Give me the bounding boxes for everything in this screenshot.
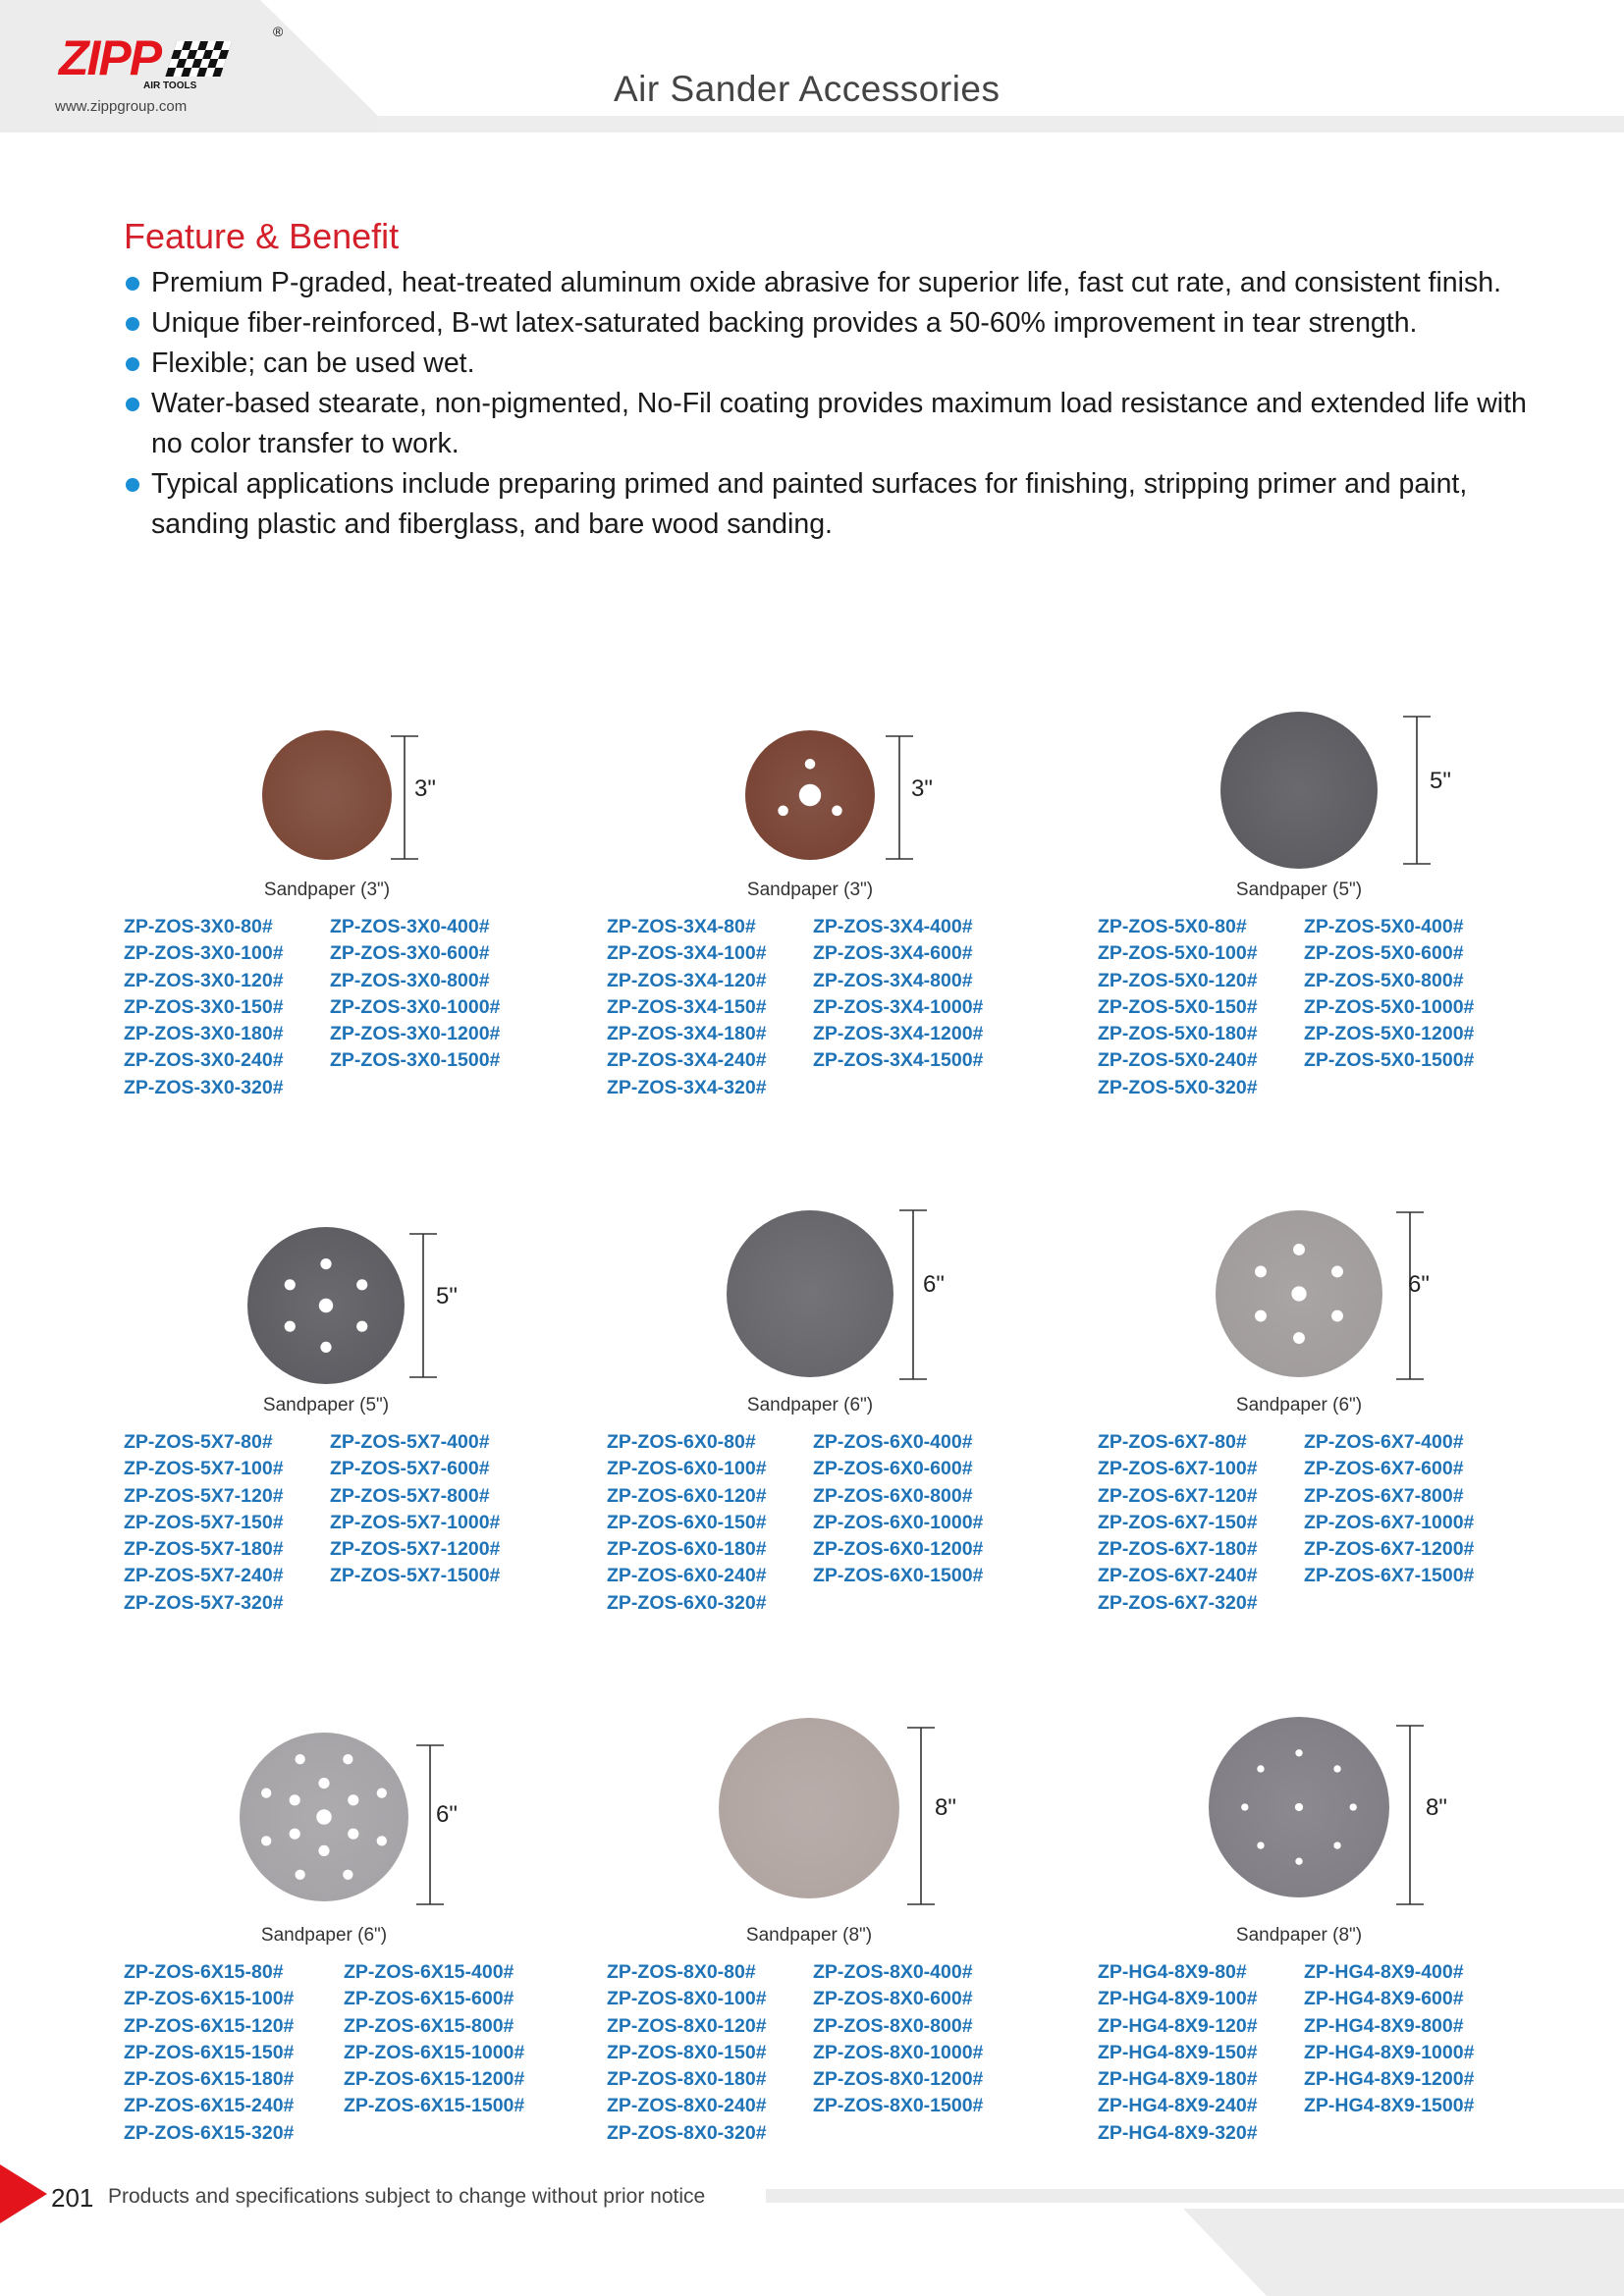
model-code: ZP-ZOS-6X7-400# bbox=[1304, 1431, 1464, 1453]
size-label: 3" bbox=[911, 775, 933, 802]
model-code: ZP-ZOS-6X15-800# bbox=[344, 2014, 514, 2037]
model-code: ZP-ZOS-5X7-800# bbox=[330, 1484, 490, 1507]
model-code: ZP-ZOS-5X7-120# bbox=[124, 1484, 284, 1507]
model-code: ZP-ZOS-6X0-600# bbox=[813, 1458, 973, 1480]
model-code: ZP-ZOS-3X0-120# bbox=[124, 969, 284, 991]
disc-hole bbox=[319, 1299, 333, 1312]
model-code: ZP-ZOS-3X4-240# bbox=[607, 1049, 767, 1072]
feature-item bbox=[124, 344, 1538, 384]
zipp-logo[interactable] bbox=[57, 24, 284, 98]
model-code: ZP-ZOS-5X0-320# bbox=[1098, 1076, 1258, 1098]
model-code: ZP-HG4-8X9-800# bbox=[1304, 2014, 1464, 2037]
model-code: ZP-HG4-8X9-150# bbox=[1098, 2041, 1258, 2063]
model-code: ZP-ZOS-6X0-400# bbox=[813, 1431, 973, 1453]
disc-hole bbox=[778, 806, 788, 817]
model-code: ZP-ZOS-5X7-100# bbox=[124, 1458, 284, 1480]
model-code: ZP-ZOS-5X7-1000# bbox=[330, 1511, 501, 1533]
model-code: ZP-ZOS-6X15-400# bbox=[344, 1961, 514, 1983]
model-code-column bbox=[1304, 1959, 1474, 2120]
model-code: ZP-ZOS-5X7-600# bbox=[330, 1458, 490, 1480]
model-code-column bbox=[124, 1429, 284, 1617]
product-caption: Sandpaper (3") bbox=[746, 880, 874, 900]
model-code: ZP-HG4-8X9-240# bbox=[1098, 2095, 1258, 2117]
disc-hole bbox=[1255, 1266, 1267, 1278]
disc-hole bbox=[348, 1829, 358, 1840]
disc-shape bbox=[727, 1210, 893, 1377]
model-code: ZP-ZOS-6X7-1500# bbox=[1304, 1565, 1475, 1587]
product-card bbox=[1098, 1222, 1559, 1654]
disc-hole bbox=[285, 1279, 296, 1290]
disc-shape bbox=[1220, 712, 1378, 869]
disc-hole bbox=[377, 1788, 387, 1797]
model-code: ZP-HG4-8X9-320# bbox=[1098, 2121, 1258, 2144]
model-code: ZP-ZOS-6X0-80# bbox=[607, 1431, 756, 1453]
disc-hole bbox=[290, 1829, 300, 1840]
sanding-disc-icon bbox=[124, 1222, 585, 1418]
model-code: ZP-ZOS-5X7-1500# bbox=[330, 1565, 501, 1587]
model-code-column bbox=[813, 1959, 983, 2120]
model-code: ZP-HG4-8X9-600# bbox=[1304, 1988, 1464, 2010]
model-code: ZP-ZOS-3X4-1200# bbox=[813, 1023, 984, 1045]
disc-hole bbox=[1295, 1749, 1302, 1756]
model-code: ZP-HG4-8X9-1000# bbox=[1304, 2041, 1475, 2063]
model-code: ZP-HG4-8X9-100# bbox=[1098, 1988, 1258, 2010]
model-code: ZP-ZOS-8X0-120# bbox=[607, 2014, 767, 2037]
model-code-column bbox=[1098, 1429, 1258, 1617]
model-code: ZP-ZOS-5X7-240# bbox=[124, 1565, 284, 1587]
product-caption: Sandpaper (8") bbox=[1235, 1925, 1363, 1946]
disc-hole bbox=[1241, 1803, 1248, 1810]
model-code: ZP-ZOS-5X7-150# bbox=[124, 1511, 284, 1533]
features-title: Feature & Benefit bbox=[124, 216, 400, 256]
bullet-icon bbox=[126, 277, 139, 291]
model-code: ZP-ZOS-8X0-100# bbox=[607, 1988, 767, 2010]
sanding-disc-icon bbox=[1098, 1222, 1559, 1418]
model-code-column bbox=[607, 1429, 767, 1617]
size-label: 6" bbox=[436, 1801, 458, 1828]
model-code: ZP-HG4-8X9-1500# bbox=[1304, 2095, 1475, 2117]
sanding-disc-icon bbox=[1098, 707, 1559, 903]
disc-hole bbox=[295, 1870, 304, 1880]
feature-item bbox=[124, 263, 1538, 303]
feature-text: Premium P-graded, heat-treated aluminum oxide abrasive for superior life, fast cut rate, and consistent finish. bbox=[151, 267, 1501, 298]
model-code-column bbox=[607, 914, 767, 1101]
disc-hole bbox=[316, 1809, 331, 1824]
model-code: ZP-ZOS-3X4-100# bbox=[607, 942, 767, 965]
model-code-column bbox=[124, 1959, 294, 2147]
disc-shape bbox=[262, 730, 392, 860]
disc-hole bbox=[1350, 1803, 1357, 1810]
model-code-column bbox=[1304, 1429, 1474, 1590]
model-code: ZP-ZOS-6X7-1200# bbox=[1304, 1538, 1475, 1561]
model-code: ZP-ZOS-3X4-320# bbox=[607, 1076, 767, 1098]
model-code: ZP-ZOS-5X0-120# bbox=[1098, 969, 1258, 991]
disc-hole bbox=[1331, 1266, 1343, 1278]
model-code: ZP-ZOS-6X7-320# bbox=[1098, 1591, 1258, 1614]
product-caption: Sandpaper (3") bbox=[263, 880, 391, 900]
model-code: ZP-HG4-8X9-180# bbox=[1098, 2068, 1258, 2091]
model-code: ZP-HG4-8X9-1200# bbox=[1304, 2068, 1475, 2091]
model-code: ZP-ZOS-8X0-320# bbox=[607, 2121, 767, 2144]
sanding-disc-icon bbox=[1098, 1752, 1559, 1949]
model-code: ZP-ZOS-3X0-1200# bbox=[330, 1023, 501, 1045]
size-label: 3" bbox=[414, 775, 436, 802]
model-code: ZP-ZOS-8X0-80# bbox=[607, 1961, 756, 1983]
model-code: ZP-ZOS-3X0-400# bbox=[330, 916, 490, 937]
model-code-column bbox=[1304, 914, 1474, 1075]
footer-note: Products and specifications subject to change without prior notice bbox=[108, 2185, 706, 2208]
disc-hole bbox=[356, 1321, 367, 1332]
product-card bbox=[124, 1752, 585, 2184]
disc-hole bbox=[318, 1845, 329, 1856]
model-code: ZP-ZOS-5X0-1500# bbox=[1304, 1049, 1475, 1072]
model-code: ZP-ZOS-6X0-180# bbox=[607, 1538, 767, 1561]
model-code: ZP-ZOS-6X7-600# bbox=[1304, 1458, 1464, 1480]
feature-text: Flexible; can be used wet. bbox=[151, 347, 475, 379]
model-code: ZP-ZOS-6X0-1500# bbox=[813, 1565, 984, 1587]
model-code: ZP-ZOS-3X0-240# bbox=[124, 1049, 284, 1072]
model-code: ZP-ZOS-8X0-600# bbox=[813, 1988, 973, 2010]
disc-hole bbox=[320, 1258, 331, 1269]
disc-hole bbox=[1333, 1842, 1340, 1848]
model-code: ZP-ZOS-3X4-800# bbox=[813, 969, 973, 991]
disc-hole bbox=[261, 1788, 271, 1797]
product-card bbox=[124, 707, 585, 1139]
model-code: ZP-ZOS-6X15-150# bbox=[124, 2041, 295, 2063]
product-caption: Sandpaper (6") bbox=[260, 1925, 388, 1946]
model-code: ZP-ZOS-6X15-180# bbox=[124, 2068, 295, 2091]
model-code: ZP-HG4-8X9-400# bbox=[1304, 1961, 1464, 1983]
model-code: ZP-ZOS-6X15-1500# bbox=[344, 2095, 525, 2117]
footer-band bbox=[0, 2150, 1624, 2296]
model-code: ZP-ZOS-6X15-1000# bbox=[344, 2041, 525, 2063]
model-code: ZP-ZOS-3X4-120# bbox=[607, 969, 767, 991]
model-code: ZP-ZOS-5X7-80# bbox=[124, 1431, 273, 1453]
model-code-column bbox=[813, 1429, 983, 1590]
bullet-icon bbox=[126, 357, 139, 371]
model-code: ZP-ZOS-6X7-180# bbox=[1098, 1538, 1258, 1561]
disc-hole bbox=[343, 1870, 352, 1880]
bullet-icon bbox=[126, 398, 139, 411]
model-code: ZP-HG4-8X9-120# bbox=[1098, 2014, 1258, 2037]
model-code: ZP-ZOS-3X0-180# bbox=[124, 1023, 284, 1045]
model-code: ZP-ZOS-6X15-120# bbox=[124, 2014, 295, 2037]
model-code: ZP-ZOS-6X7-80# bbox=[1098, 1431, 1247, 1453]
model-code: ZP-ZOS-6X15-320# bbox=[124, 2121, 295, 2144]
size-label: 5" bbox=[436, 1283, 458, 1309]
model-code: ZP-ZOS-5X7-400# bbox=[330, 1431, 490, 1453]
bullet-icon bbox=[126, 478, 139, 492]
logo-text: ZIPP bbox=[59, 30, 161, 85]
model-code: ZP-ZOS-6X0-100# bbox=[607, 1458, 767, 1480]
disc-hole bbox=[318, 1778, 329, 1789]
disc-hole bbox=[832, 806, 842, 817]
model-code: ZP-ZOS-6X15-80# bbox=[124, 1961, 284, 1983]
website-link[interactable]: www.zippgroup.com bbox=[55, 98, 188, 115]
size-label: 6" bbox=[1408, 1271, 1430, 1298]
disc-hole bbox=[261, 1836, 271, 1845]
registered-mark: ® bbox=[273, 24, 284, 39]
size-label: 5" bbox=[1430, 768, 1451, 794]
disc-hole bbox=[320, 1342, 331, 1353]
disc-hole bbox=[1295, 1858, 1302, 1865]
model-code: ZP-ZOS-3X4-600# bbox=[813, 942, 973, 965]
model-code: ZP-ZOS-8X0-150# bbox=[607, 2041, 767, 2063]
product-caption: Sandpaper (6") bbox=[746, 1395, 874, 1415]
model-code: ZP-HG4-8X9-80# bbox=[1098, 1961, 1247, 1983]
model-code: ZP-ZOS-6X15-100# bbox=[124, 1988, 295, 2010]
product-caption: Sandpaper (5") bbox=[262, 1395, 390, 1415]
model-code: ZP-ZOS-3X0-320# bbox=[124, 1076, 284, 1098]
model-code: ZP-ZOS-5X0-1000# bbox=[1304, 995, 1475, 1018]
product-caption: Sandpaper (8") bbox=[745, 1925, 873, 1946]
model-code: ZP-ZOS-6X7-240# bbox=[1098, 1565, 1258, 1587]
model-code: ZP-ZOS-3X0-80# bbox=[124, 916, 273, 937]
disc-hole bbox=[1291, 1286, 1306, 1301]
disc-hole bbox=[356, 1279, 367, 1290]
model-code: ZP-ZOS-5X0-150# bbox=[1098, 995, 1258, 1018]
model-code: ZP-ZOS-5X0-180# bbox=[1098, 1023, 1258, 1045]
model-code: ZP-ZOS-3X0-1500# bbox=[330, 1049, 501, 1072]
model-code: ZP-ZOS-6X0-120# bbox=[607, 1484, 767, 1507]
model-code: ZP-ZOS-6X0-1200# bbox=[813, 1538, 984, 1561]
product-card bbox=[124, 1222, 585, 1654]
sanding-disc-icon bbox=[607, 707, 1068, 903]
model-code: ZP-ZOS-5X0-600# bbox=[1304, 942, 1464, 965]
model-code: ZP-ZOS-5X7-180# bbox=[124, 1538, 284, 1561]
disc-hole bbox=[285, 1321, 296, 1332]
model-code: ZP-ZOS-6X7-800# bbox=[1304, 1484, 1464, 1507]
model-code: ZP-ZOS-5X0-800# bbox=[1304, 969, 1464, 991]
model-code: ZP-ZOS-3X0-1000# bbox=[330, 995, 501, 1018]
disc-hole bbox=[1333, 1765, 1340, 1772]
model-code: ZP-ZOS-5X7-1200# bbox=[330, 1538, 501, 1561]
model-code: ZP-ZOS-5X0-100# bbox=[1098, 942, 1258, 965]
feature-item bbox=[124, 384, 1538, 464]
disc-hole bbox=[1255, 1310, 1267, 1322]
model-code: ZP-ZOS-5X0-400# bbox=[1304, 916, 1464, 937]
sanding-disc-icon bbox=[124, 707, 585, 903]
product-card bbox=[607, 1222, 1068, 1654]
model-code: ZP-ZOS-8X0-240# bbox=[607, 2095, 767, 2117]
product-caption: Sandpaper (6") bbox=[1235, 1395, 1363, 1415]
disc-hole bbox=[805, 759, 816, 770]
feature-text: Unique fiber-reinforced, B-wt latex-saturated backing provides a 50-60% improvement in tear strength. bbox=[151, 307, 1418, 339]
model-code: ZP-ZOS-3X4-150# bbox=[607, 995, 767, 1018]
model-code: ZP-ZOS-8X0-800# bbox=[813, 2014, 973, 2037]
disc-shape bbox=[719, 1718, 899, 1898]
checkered-flag-icon bbox=[165, 35, 234, 82]
model-code-column bbox=[813, 914, 983, 1075]
disc-hole bbox=[1293, 1332, 1305, 1344]
disc-hole bbox=[1295, 1803, 1303, 1811]
header-band bbox=[0, 0, 1624, 133]
size-label: 8" bbox=[935, 1794, 956, 1821]
model-code-column bbox=[330, 914, 500, 1075]
model-code: ZP-ZOS-3X4-180# bbox=[607, 1023, 767, 1045]
model-code: ZP-ZOS-6X7-120# bbox=[1098, 1484, 1258, 1507]
bullet-icon bbox=[126, 317, 139, 331]
feature-text: Water-based stearate, non-pigmented, No-Fil coating provides maximum load resistance and extended life with no color transfer to work. bbox=[151, 388, 1527, 459]
model-code: ZP-ZOS-6X0-1000# bbox=[813, 1511, 984, 1533]
model-code: ZP-ZOS-3X0-150# bbox=[124, 995, 284, 1018]
disc-hole bbox=[1293, 1244, 1305, 1255]
model-code: ZP-ZOS-3X0-800# bbox=[330, 969, 490, 991]
model-code: ZP-ZOS-3X4-1500# bbox=[813, 1049, 984, 1072]
model-code: ZP-ZOS-6X0-800# bbox=[813, 1484, 973, 1507]
model-code-column bbox=[330, 1429, 500, 1590]
logo-subtitle: AIR TOOLS bbox=[143, 80, 197, 91]
model-code-column bbox=[1098, 914, 1258, 1101]
feature-item bbox=[124, 303, 1538, 344]
model-code: ZP-ZOS-6X0-240# bbox=[607, 1565, 767, 1587]
feature-item bbox=[124, 464, 1538, 545]
model-code: ZP-ZOS-3X0-600# bbox=[330, 942, 490, 965]
model-code: ZP-ZOS-6X15-600# bbox=[344, 1988, 514, 2010]
model-code: ZP-ZOS-5X0-1200# bbox=[1304, 1023, 1475, 1045]
model-code: ZP-ZOS-6X15-1200# bbox=[344, 2068, 525, 2091]
model-code: ZP-ZOS-8X0-1500# bbox=[813, 2095, 984, 2117]
model-code-column bbox=[1098, 1959, 1258, 2147]
model-code: ZP-ZOS-6X7-100# bbox=[1098, 1458, 1258, 1480]
model-code: ZP-ZOS-5X0-80# bbox=[1098, 916, 1247, 937]
model-code: ZP-ZOS-8X0-180# bbox=[607, 2068, 767, 2091]
model-code-column bbox=[607, 1959, 767, 2147]
model-code: ZP-ZOS-6X7-150# bbox=[1098, 1511, 1258, 1533]
disc-hole bbox=[348, 1794, 358, 1805]
size-label: 6" bbox=[923, 1271, 945, 1298]
model-code: ZP-ZOS-3X4-400# bbox=[813, 916, 973, 937]
model-code: ZP-ZOS-8X0-1200# bbox=[813, 2068, 984, 2091]
disc-hole bbox=[290, 1794, 300, 1805]
model-code: ZP-ZOS-8X0-1000# bbox=[813, 2041, 984, 2063]
product-card bbox=[1098, 1752, 1559, 2184]
model-code: ZP-ZOS-3X0-100# bbox=[124, 942, 284, 965]
disc-hole bbox=[1257, 1765, 1264, 1772]
disc-hole bbox=[377, 1836, 387, 1845]
model-code: ZP-ZOS-6X7-1000# bbox=[1304, 1511, 1475, 1533]
disc-hole bbox=[343, 1754, 352, 1764]
product-card bbox=[607, 1752, 1068, 2184]
disc-hole bbox=[295, 1754, 304, 1764]
disc-hole bbox=[799, 784, 821, 806]
features-list bbox=[124, 263, 1538, 545]
model-code: ZP-ZOS-6X15-240# bbox=[124, 2095, 295, 2117]
sanding-disc-icon bbox=[607, 1222, 1068, 1418]
size-label: 8" bbox=[1426, 1794, 1447, 1821]
model-code: ZP-ZOS-5X7-320# bbox=[124, 1591, 284, 1614]
product-card bbox=[607, 707, 1068, 1139]
model-code: ZP-ZOS-3X4-1000# bbox=[813, 995, 984, 1018]
model-code: ZP-ZOS-3X4-80# bbox=[607, 916, 756, 937]
sanding-disc-icon bbox=[124, 1752, 585, 1949]
model-code: ZP-ZOS-8X0-400# bbox=[813, 1961, 973, 1983]
model-code: ZP-ZOS-6X0-320# bbox=[607, 1591, 767, 1614]
feature-text: Typical applications include preparing primed and painted surfaces for finishing, stripping primer and paint, sanding plastic and fiberglass, and bare wood sanding. bbox=[151, 468, 1468, 540]
page-title: Air Sander Accessories bbox=[614, 69, 1001, 109]
disc-hole bbox=[1257, 1842, 1264, 1848]
model-code-column bbox=[124, 914, 284, 1101]
product-caption: Sandpaper (5") bbox=[1235, 880, 1363, 900]
product-card bbox=[1098, 707, 1559, 1139]
sanding-disc-icon bbox=[607, 1752, 1068, 1949]
model-code: ZP-ZOS-5X0-240# bbox=[1098, 1049, 1258, 1072]
model-code: ZP-ZOS-6X0-150# bbox=[607, 1511, 767, 1533]
page-number: 201 bbox=[51, 2183, 94, 2213]
disc-hole bbox=[1331, 1310, 1343, 1322]
model-code-column bbox=[344, 1959, 524, 2120]
